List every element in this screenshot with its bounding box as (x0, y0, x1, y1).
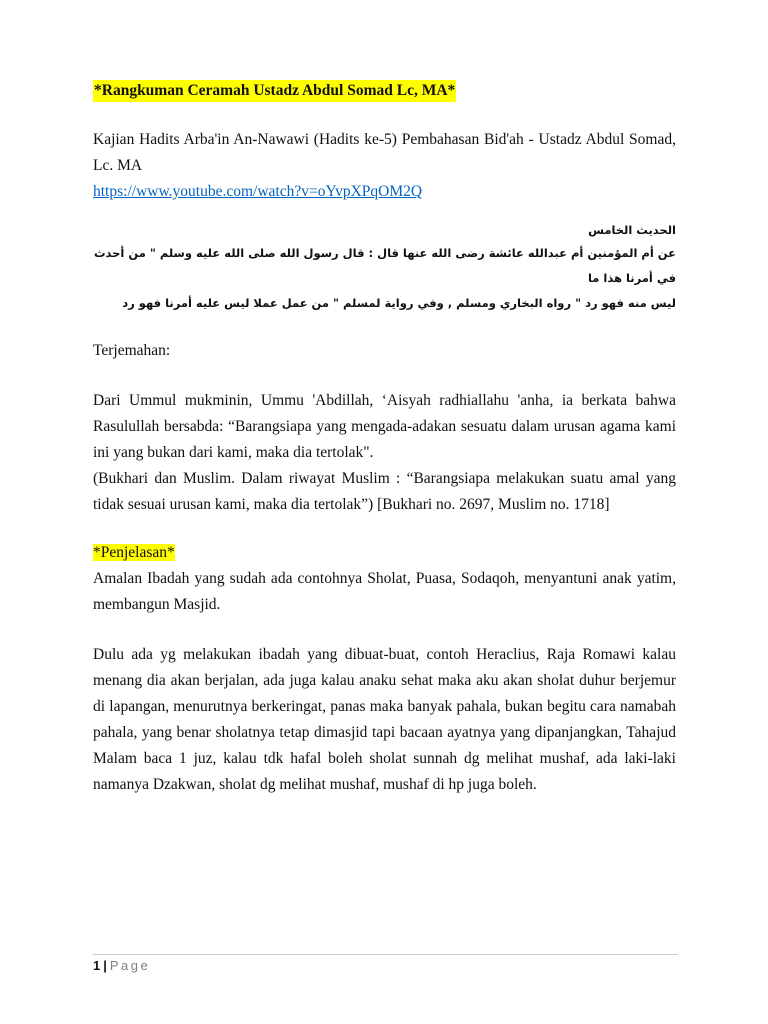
page-label: Page (109, 958, 151, 973)
translation-paragraph: Dari Ummul mukminin, Ummu 'Abdillah, ‘Aisyah radhiallahu 'anha, ia berkata bahwa Rasulullah bersabda: “Barangsiapa yang mengada-adakan sesuatu dalam urusan agama kami ini yang bukan dari kami, maka dia tertolak". (93, 392, 676, 461)
terjemahan-label: Terjemahan: (93, 342, 171, 359)
page-footer (93, 954, 678, 974)
document-title: *Rangkuman Ceramah Ustadz Abdul Somad Lc, MA* (93, 80, 456, 102)
arabic-hadith-block (93, 219, 676, 316)
youtube-link[interactable]: https://www.youtube.com/watch?v=oYvpXPqOM2Q (93, 183, 423, 200)
penjelasan-paragraph: Amalan Ibadah yang sudah ada contohnya Sholat, Puasa, Sodaqoh, menyantuni anak yatim, membangun Masjid. (93, 570, 676, 613)
footer-separator: | (103, 958, 107, 973)
riwayat-paragraph: (Bukhari dan Muslim. Dalam riwayat Muslim : “Barangsiapa melakukan suatu amal yang tidak sesuai urusan kami, maka dia tertolak”) [Bukhari no. 2697, Muslim no. 1718] (93, 470, 676, 513)
arabic-hadith-line-2: ليس منه فهو رد " رواه البخاري ومسلم , وفي رواية لمسلم " من عمل عملا ليس عليه أمرنا فهو رد (122, 296, 676, 310)
intro-paragraph: Kajian Hadits Arba'in An-Nawawi (Hadits ke-5) Pembahasan Bid'ah - Ustadz Abdul Somad, Lc. MA (93, 131, 676, 174)
arabic-hadith-line-1: عن أم المؤمنين أم عبدالله عائشة رضى الله عنها قال : قال رسول الله صلى الله عليه وسلم " من أحدث في أمرنا هذا ما (93, 246, 676, 285)
penjelasan-heading: *Penjelasan* (93, 544, 175, 561)
arabic-heading: الحديث الخامس (588, 223, 676, 237)
document-page (93, 80, 676, 798)
dulu-paragraph: Dulu ada yg melakukan ibadah yang dibuat-buat, contoh Heraclius, Raja Romawi kalau menang dia akan berjalan, ada juga kalau anaku sehat maka aku akan sholat duhur berjemur di lapangan, menurutnya berkeringat, panas maka banyak pahala, bukan begitu cara namabah pahala, yang benar sholatnya tetap dimasjid tapi bacaan ayatnya yang dipanjangkan, Tahajud Malam baca 1 juz, kalau tdk hafal boleh sholat sunnah dg melihat mushaf, ada laki-laki namanya Dzakwan, sholat dg melihat mushaf, mushaf di hp juga boleh. (93, 646, 676, 793)
page-number: 1 (93, 958, 101, 973)
penjelasan-section (93, 540, 676, 618)
